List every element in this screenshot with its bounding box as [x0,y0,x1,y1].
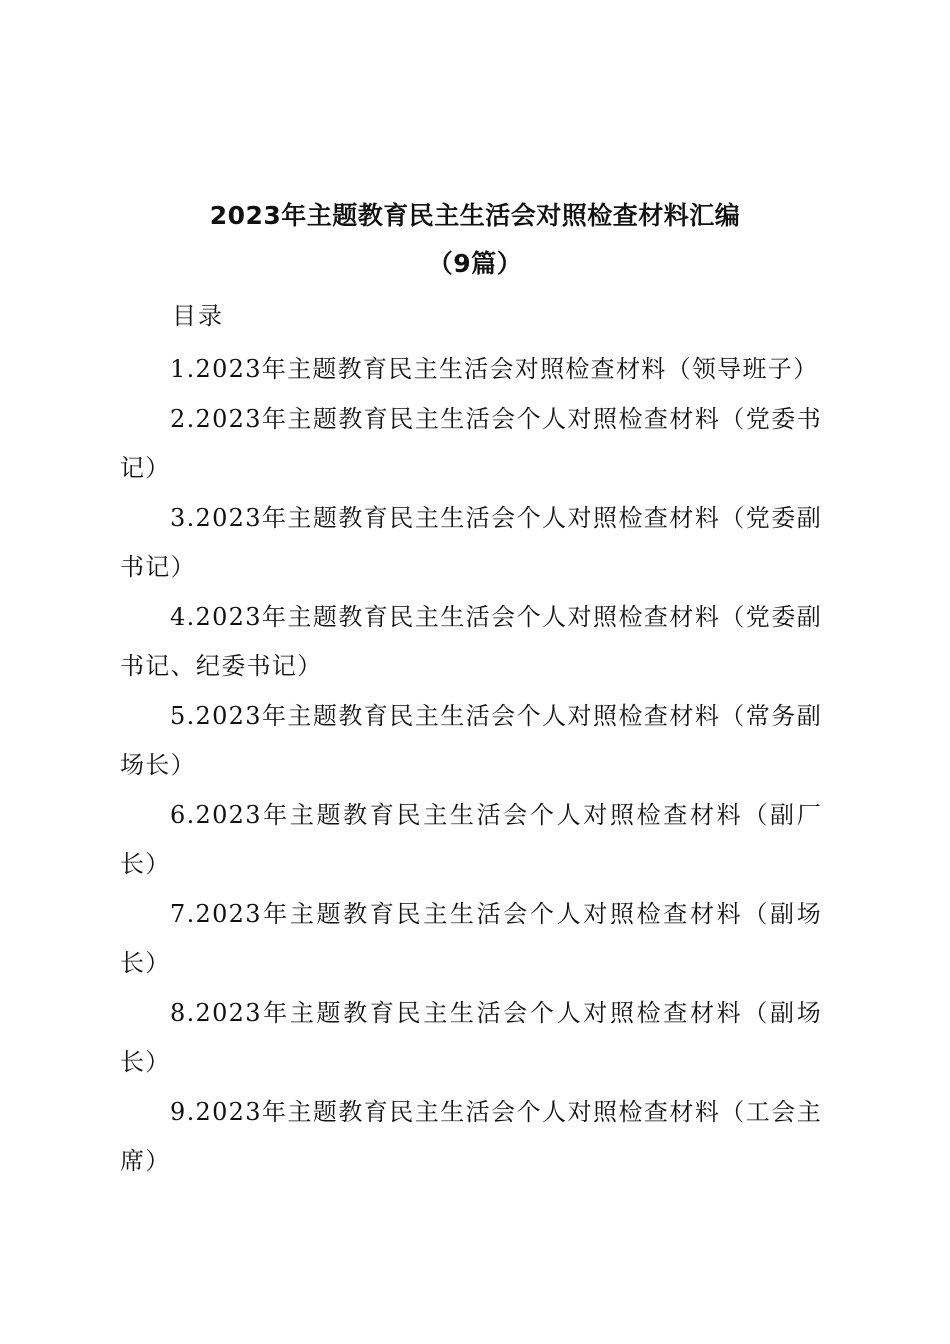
toc-item-2: 2.2023年主题教育民主生活会个人对照检查材料（党委书记） [120,404,822,482]
toc-item-8: 8.2023年主题教育民主生活会个人对照检查材料（副场长） [120,998,822,1076]
toc-item-1: 1.2023年主题教育民主生活会对照检查材料（领导班子） [170,355,819,383]
toc-heading: 目录 [172,302,224,330]
toc-item-3: 3.2023年主题教育民主生活会个人对照检查材料（党委副书记） [120,503,822,581]
table-of-contents [120,345,822,1187]
toc-item-5: 5.2023年主题教育民主生活会个人对照检查材料（常务副场长） [120,701,822,779]
toc-item-6: 6.2023年主题教育民主生活会个人对照检查材料（副厂长） [120,800,822,878]
toc-item-4: 4.2023年主题教育民主生活会个人对照检查材料（党委副书记、纪委书记） [120,602,822,680]
toc-item-9: 9.2023年主题教育民主生活会个人对照检查材料（工会主席） [120,1097,822,1175]
document-subtitle: （9篇） [427,249,523,278]
toc-item-7: 7.2023年主题教育民主生活会个人对照检查材料（副场长） [120,899,822,977]
document-title: 2023年主题教育民主生活会对照检查材料汇编 [209,201,741,230]
